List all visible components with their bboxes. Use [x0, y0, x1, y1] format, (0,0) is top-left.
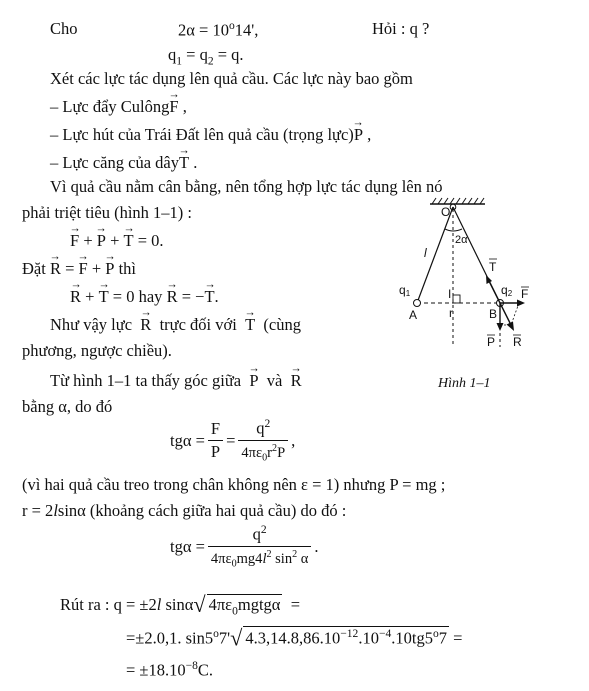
label-T: T — [489, 260, 497, 274]
para-forces-intro: Xét các lực tác dụng lên quả cầu. Các lực này bao gồm — [50, 69, 413, 88]
formula-result: Rút ra : q = ±2l sinα√ $4\pi\varepsilon_0mgtg\alpha$ = — [60, 592, 301, 618]
label-B: B — [489, 307, 498, 321]
p3b: trực đối với — [159, 315, 237, 334]
label-A: A — [409, 308, 418, 322]
para-angle-1: Từ hình 1–1 ta thấy góc giữa → P và → R — [50, 372, 302, 390]
p4b: và — [266, 371, 283, 390]
para-distance: r = 2lsinα (khoảng cách giữa hai quả cầu) do đó : — [22, 501, 347, 520]
label-I: I — [448, 287, 452, 301]
formula-tga-1: tgα = $\frac{F}{P}$ = $\frac{q^2}{4\pi\varepsilon_0r^2P}$ , — [170, 418, 296, 464]
equation-define-R: Đặt → R = → F + → P thì — [22, 260, 136, 278]
vector-T — [489, 281, 500, 303]
dat-label: Đặt — [22, 259, 46, 278]
p3a: Như vậy lực — [50, 315, 133, 334]
label-F: F — [521, 287, 529, 301]
label-q2: q2 — [501, 283, 513, 298]
label-l: l — [424, 246, 427, 260]
label-O: O — [441, 205, 451, 219]
bullet-gravity-text: – Lực hút của Trái Đất lên quả cầu (trọng lực) — [50, 125, 354, 144]
para-equilibrium-1: Vì quả cầu nằm cân bằng, nên tổng hợp lực tác dụng lên nó — [50, 177, 443, 196]
para-vacuum: (vì hai quả cầu treo trong chân không nên ε = 1) nhưng P = mg ; — [22, 475, 446, 494]
figure-pendulum-diagram — [395, 195, 570, 355]
given-question: Hỏi : q ? — [372, 19, 430, 38]
formula-calc: =±2.0,1. sin5$^o$7'√ $4.3,14.8,86.10^{-12}.10^{-4}.10tg5^o7$ = — [126, 625, 463, 651]
given-charges: $q_1 = q_2 = q$. — [168, 45, 244, 68]
label-2alpha: 2α — [455, 234, 468, 246]
equation-R-T: → R + → T = 0 hay → R = −→ T. — [70, 288, 219, 306]
formula-tga-2: tgα = $\frac{q^2}{4\pi\varepsilon_0mg4l^2 \sin^2 \alpha}$ . — [170, 524, 319, 570]
eq1-tail: = 0. — [137, 231, 164, 250]
ceiling-hatch — [432, 198, 484, 204]
label-R: R — [513, 335, 522, 349]
eq3-mid: = 0 hay — [112, 287, 163, 306]
given-angle: $2\alpha = 10^o14'$, — [178, 20, 259, 40]
label-P: P — [487, 335, 496, 349]
formula-answer: = $\pm 18.10^{-8}C$. — [126, 660, 214, 680]
bullet-coulomb: – Lực đẩy Culông→ F , — [50, 98, 187, 116]
figure-caption: Hình 1–1 — [438, 376, 491, 391]
para-angle-2: bằng α, do đó — [22, 397, 113, 416]
given-label: Cho — [50, 19, 78, 38]
equation-sum-forces: → F + → P + → T = 0. — [70, 232, 164, 250]
bullet-tension-text: – Lực căng của dây — [50, 153, 179, 172]
bullet-coulomb-text: – Lực đẩy Culông — [50, 97, 170, 116]
tga-label-2: tgα = — [170, 536, 205, 556]
tga-label: tgα = — [170, 430, 205, 450]
para-opposite-1: Như vậy lực → R trực đối với → T (cùng — [50, 316, 301, 334]
right-angle-mark — [453, 295, 460, 303]
p4a: Từ hình 1–1 ta thấy góc giữa — [50, 371, 242, 390]
charge-A — [414, 300, 421, 307]
bullet-tension: – Lực căng của dây→ T . — [50, 154, 197, 172]
para-opposite-2: phương, ngược chiều). — [22, 341, 172, 360]
para-equilibrium-2: phải triệt tiêu (hình 1–1) : — [22, 203, 193, 222]
bullet-gravity: – Lực hút của Trái Đất lên quả cầu (trọng lực)→ P , — [50, 126, 371, 144]
label-q1: q1 — [399, 283, 411, 298]
thi-label: thì — [118, 259, 137, 278]
label-r: r — [449, 306, 453, 320]
p3c: (cùng — [263, 315, 301, 334]
vector-R — [500, 303, 511, 325]
